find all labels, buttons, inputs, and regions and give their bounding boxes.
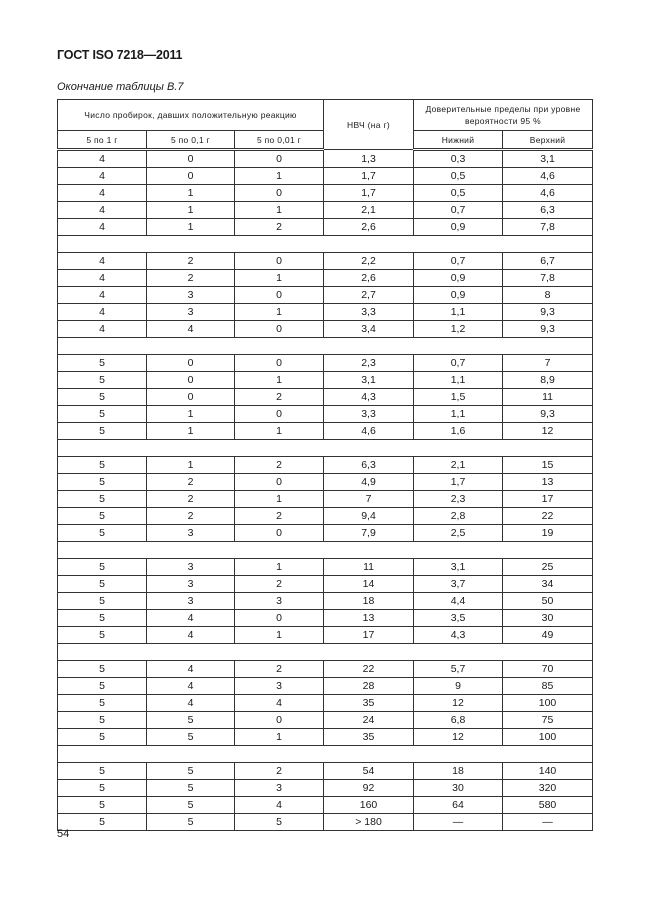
- tubes-0-1g-cell: 3: [147, 304, 235, 321]
- separator-cell: [58, 746, 593, 763]
- lower-limit-cell: 1,7: [414, 474, 503, 491]
- mpn-value-cell: 3,3: [324, 304, 414, 321]
- mpn-value-cell: 7,9: [324, 525, 414, 542]
- table-row: [58, 372, 593, 389]
- tubes-0-1g-cell: 0: [147, 372, 235, 389]
- tubes-0-1g-cell: 1: [147, 423, 235, 440]
- confidence-limits-header: Доверительные пределы при уровне вероятности 95 %: [414, 100, 593, 131]
- lower-limit-cell: 0,3: [414, 150, 503, 168]
- positive-tubes-header: Число пробирок, давших положительную реакцию: [58, 100, 324, 131]
- tubes-1g-cell: 4: [58, 219, 147, 236]
- table-row: [58, 814, 593, 831]
- table-row: [58, 287, 593, 304]
- document-title: ГОСТ ISO 7218—2011: [57, 48, 183, 62]
- tubes-0-01g-cell: 1: [235, 491, 324, 508]
- tubes-1g-cell: 5: [58, 559, 147, 576]
- tubes-1g-cell: 4: [58, 287, 147, 304]
- table-row: [58, 389, 593, 406]
- tubes-1g-cell: 5: [58, 678, 147, 695]
- mpn-value-cell: 6,3: [324, 457, 414, 474]
- upper-limit-cell: 6,7: [503, 253, 593, 270]
- table-row: [58, 593, 593, 610]
- table-row: [58, 525, 593, 542]
- mpn-value-cell: 3,4: [324, 321, 414, 338]
- tubes-0-01g-cell: 2: [235, 389, 324, 406]
- tubes-1g-cell: 5: [58, 372, 147, 389]
- upper-limit-cell: 9,3: [503, 321, 593, 338]
- mpn-value-cell: 9,4: [324, 508, 414, 525]
- lower-limit-cell: 3,1: [414, 559, 503, 576]
- tubes-0-01g-cell: 1: [235, 372, 324, 389]
- table-row: [58, 355, 593, 372]
- tubes-0-01g-cell: 1: [235, 627, 324, 644]
- tubes-0-01g-cell: 3: [235, 780, 324, 797]
- upper-limit-cell: 22: [503, 508, 593, 525]
- tubes-0-1g-cell: 4: [147, 678, 235, 695]
- tubes-1g-cell: 5: [58, 576, 147, 593]
- table-row: [58, 491, 593, 508]
- mpn-value-cell: 1,3: [324, 150, 414, 168]
- lower-limit-cell: 1,6: [414, 423, 503, 440]
- lower-limit-cell: 0,5: [414, 185, 503, 202]
- tubes-1g-cell: 5: [58, 814, 147, 831]
- tubes-0-01g-cell: 5: [235, 814, 324, 831]
- upper-limit-cell: 4,6: [503, 185, 593, 202]
- tubes-0-01g-cell: 0: [235, 321, 324, 338]
- upper-limit-cell: 15: [503, 457, 593, 474]
- tubes-0-1g-cell: 0: [147, 355, 235, 372]
- lower-limit-cell: 0,7: [414, 202, 503, 219]
- tubes-0-1g-cell: 5: [147, 763, 235, 780]
- lower-limit-cell: 5,7: [414, 661, 503, 678]
- separator-cell: [58, 236, 593, 253]
- upper-limit-cell: 70: [503, 661, 593, 678]
- upper-limit-cell: 13: [503, 474, 593, 491]
- mpn-value-cell: 13: [324, 610, 414, 627]
- mpn-value-cell: 2,6: [324, 270, 414, 287]
- tubes-0-01g-cell: 1: [235, 168, 324, 185]
- table-caption: Окончание таблицы В.7: [57, 81, 184, 93]
- tubes-1g-cell: 5: [58, 627, 147, 644]
- tubes-0-01g-cell: 0: [235, 253, 324, 270]
- lower-limit-cell: 3,5: [414, 610, 503, 627]
- tubes-0-1g-cell: 2: [147, 508, 235, 525]
- tubes-0-1g-cell: 1: [147, 457, 235, 474]
- upper-limit-cell: 9,3: [503, 406, 593, 423]
- table-row: [58, 610, 593, 627]
- mpn-value-cell: > 180: [324, 814, 414, 831]
- table-row: [58, 695, 593, 712]
- tubes-1g-cell: 4: [58, 168, 147, 185]
- lower-limit-cell: 30: [414, 780, 503, 797]
- table-row: [58, 678, 593, 695]
- lower-limit-cell: 2,1: [414, 457, 503, 474]
- table-row: [58, 627, 593, 644]
- table-row: [58, 185, 593, 202]
- lower-limit-cell: 1,2: [414, 321, 503, 338]
- table-row: [58, 457, 593, 474]
- table-header: [58, 100, 593, 150]
- mpn-value-cell: 4,3: [324, 389, 414, 406]
- group-separator-row: [58, 338, 593, 355]
- upper-limit-cell: 50: [503, 593, 593, 610]
- mpn-value-cell: 35: [324, 695, 414, 712]
- tubes-1g-cell: 5: [58, 712, 147, 729]
- tubes-1g-cell: 5: [58, 355, 147, 372]
- mpn-value-cell: 160: [324, 797, 414, 814]
- group-separator-row: [58, 644, 593, 661]
- tubes-0-1g-cell: 2: [147, 474, 235, 491]
- lower-limit-cell: 9: [414, 678, 503, 695]
- upper-limit-cell: 8: [503, 287, 593, 304]
- tubes-0-01g-cell: 0: [235, 150, 324, 168]
- lower-limit-cell: 0,9: [414, 219, 503, 236]
- mpn-value-cell: 24: [324, 712, 414, 729]
- tubes-0-01g-cell: 0: [235, 355, 324, 372]
- upper-limit-cell: 6,3: [503, 202, 593, 219]
- table-row: [58, 150, 593, 168]
- tubes-0-1g-cell: 2: [147, 253, 235, 270]
- page-number: 54: [57, 828, 70, 840]
- mpn-value-cell: 54: [324, 763, 414, 780]
- table-row: [58, 797, 593, 814]
- upper-limit-cell: 25: [503, 559, 593, 576]
- upper-limit-cell: 49: [503, 627, 593, 644]
- upper-limit-cell: 100: [503, 729, 593, 746]
- table-body: [58, 150, 593, 831]
- tubes-1g-cell: 5: [58, 457, 147, 474]
- tubes-0-1g-cell: 5: [147, 797, 235, 814]
- lower-limit-cell: 12: [414, 695, 503, 712]
- tubes-0-1g-cell: 0: [147, 389, 235, 406]
- group-separator-row: [58, 440, 593, 457]
- tubes-1g-cell: 5: [58, 389, 147, 406]
- tubes-1g-cell: 4: [58, 321, 147, 338]
- tubes-1g-cell: 5: [58, 474, 147, 491]
- tubes-0-01g-cell: 2: [235, 661, 324, 678]
- table-row: [58, 423, 593, 440]
- tubes-1g-cell: 5: [58, 695, 147, 712]
- separator-cell: [58, 440, 593, 457]
- table-row: [58, 270, 593, 287]
- tubes-0-01g-cell: 2: [235, 508, 324, 525]
- tubes-1g-cell: 4: [58, 150, 147, 168]
- group-separator-row: [58, 746, 593, 763]
- upper-limit-cell: 75: [503, 712, 593, 729]
- upper-limit-cell: 7,8: [503, 270, 593, 287]
- tubes-0-01g-cell: 0: [235, 474, 324, 491]
- lower-limit-cell: 1,1: [414, 406, 503, 423]
- lower-limit-cell: 0,9: [414, 287, 503, 304]
- table-row: [58, 780, 593, 797]
- tubes-1g-cell: 4: [58, 304, 147, 321]
- tubes-0-01g-cell: 2: [235, 576, 324, 593]
- tubes-1g-cell: 5: [58, 610, 147, 627]
- tubes-0-1g-cell: 4: [147, 695, 235, 712]
- tubes-0-1g-cell: 3: [147, 525, 235, 542]
- upper-limit-cell: 30: [503, 610, 593, 627]
- tubes-1g-cell: 5: [58, 780, 147, 797]
- tubes-0-01g-cell: 1: [235, 202, 324, 219]
- mpn-value-cell: 17: [324, 627, 414, 644]
- table-row: [58, 219, 593, 236]
- tubes-0-1g-cell: 4: [147, 661, 235, 678]
- tubes-1g-cell: 5: [58, 423, 147, 440]
- lower-limit-cell: 64: [414, 797, 503, 814]
- mpn-header: НВЧ (на г): [324, 100, 414, 150]
- lower-limit-cell: 2,3: [414, 491, 503, 508]
- tubes-0-1g-cell: 1: [147, 185, 235, 202]
- upper-limit-cell: 7,8: [503, 219, 593, 236]
- tubes-0-01g-cell: 3: [235, 678, 324, 695]
- table-row: [58, 729, 593, 746]
- tubes-1g-cell: 4: [58, 253, 147, 270]
- tubes-1g-cell: 5: [58, 661, 147, 678]
- group-separator-row: [58, 236, 593, 253]
- group-separator-row: [58, 542, 593, 559]
- upper-limit-cell: 100: [503, 695, 593, 712]
- tubes-0-1g-cell: 3: [147, 287, 235, 304]
- lower-limit-cell: 4,3: [414, 627, 503, 644]
- tubes-0-1g-cell: 1: [147, 202, 235, 219]
- mpn-value-cell: 7: [324, 491, 414, 508]
- tubes-0-1g-cell: 1: [147, 406, 235, 423]
- table-row: [58, 321, 593, 338]
- table-row: [58, 304, 593, 321]
- tubes-0-01g-cell: 4: [235, 797, 324, 814]
- tubes-1g-cell: 5: [58, 508, 147, 525]
- tubes-1g-cell: 5: [58, 406, 147, 423]
- tubes-0-1g-cell: 5: [147, 780, 235, 797]
- table-row: [58, 406, 593, 423]
- subheader-5x0-01g: 5 по 0,01 г: [235, 131, 324, 150]
- tubes-0-01g-cell: 1: [235, 729, 324, 746]
- lower-limit-cell: 18: [414, 763, 503, 780]
- subheader-5x0-1g: 5 по 0,1 г: [147, 131, 235, 150]
- mpn-value-cell: 14: [324, 576, 414, 593]
- lower-limit-cell: 0,7: [414, 355, 503, 372]
- upper-limit-cell: 11: [503, 389, 593, 406]
- lower-limit-cell: 1,1: [414, 372, 503, 389]
- tubes-0-1g-cell: 4: [147, 321, 235, 338]
- tubes-0-01g-cell: 1: [235, 304, 324, 321]
- table-row: [58, 559, 593, 576]
- tubes-0-1g-cell: 3: [147, 593, 235, 610]
- mpn-value-cell: 2,6: [324, 219, 414, 236]
- upper-limit-cell: 9,3: [503, 304, 593, 321]
- tubes-1g-cell: 5: [58, 797, 147, 814]
- tubes-0-1g-cell: 4: [147, 610, 235, 627]
- lower-limit-cell: 6,8: [414, 712, 503, 729]
- tubes-1g-cell: 5: [58, 593, 147, 610]
- table-row: [58, 661, 593, 678]
- tubes-0-1g-cell: 3: [147, 576, 235, 593]
- tubes-0-1g-cell: 3: [147, 559, 235, 576]
- mpn-value-cell: 1,7: [324, 185, 414, 202]
- separator-cell: [58, 338, 593, 355]
- tubes-0-01g-cell: 2: [235, 219, 324, 236]
- table-row: [58, 474, 593, 491]
- mpn-value-cell: 18: [324, 593, 414, 610]
- upper-limit-cell: 85: [503, 678, 593, 695]
- mpn-value-cell: 3,3: [324, 406, 414, 423]
- subheader-upper: Верхний: [503, 131, 593, 150]
- tubes-0-1g-cell: 0: [147, 150, 235, 168]
- upper-limit-cell: 3,1: [503, 150, 593, 168]
- table-row: [58, 712, 593, 729]
- tubes-0-01g-cell: 1: [235, 423, 324, 440]
- tubes-1g-cell: 5: [58, 763, 147, 780]
- upper-limit-cell: 34: [503, 576, 593, 593]
- upper-limit-cell: 140: [503, 763, 593, 780]
- upper-limit-cell: 580: [503, 797, 593, 814]
- mpn-value-cell: 1,7: [324, 168, 414, 185]
- upper-limit-cell: 17: [503, 491, 593, 508]
- upper-limit-cell: 7: [503, 355, 593, 372]
- upper-limit-cell: 19: [503, 525, 593, 542]
- tubes-0-1g-cell: 2: [147, 270, 235, 287]
- tubes-0-01g-cell: 1: [235, 270, 324, 287]
- tubes-0-1g-cell: 2: [147, 491, 235, 508]
- mpn-table: [57, 99, 593, 831]
- tubes-0-1g-cell: 5: [147, 729, 235, 746]
- tubes-1g-cell: 5: [58, 525, 147, 542]
- tubes-0-01g-cell: 0: [235, 610, 324, 627]
- lower-limit-cell: 4,4: [414, 593, 503, 610]
- separator-cell: [58, 644, 593, 661]
- mpn-value-cell: 35: [324, 729, 414, 746]
- mpn-value-cell: 3,1: [324, 372, 414, 389]
- subheader-5x1g: 5 по 1 г: [58, 131, 147, 150]
- lower-limit-cell: 1,1: [414, 304, 503, 321]
- tubes-1g-cell: 5: [58, 491, 147, 508]
- upper-limit-cell: 4,6: [503, 168, 593, 185]
- tubes-0-01g-cell: 2: [235, 763, 324, 780]
- mpn-value-cell: 22: [324, 661, 414, 678]
- tubes-0-1g-cell: 1: [147, 219, 235, 236]
- mpn-value-cell: 2,3: [324, 355, 414, 372]
- tubes-0-01g-cell: 0: [235, 287, 324, 304]
- mpn-value-cell: 4,6: [324, 423, 414, 440]
- tubes-0-01g-cell: 0: [235, 525, 324, 542]
- tubes-0-1g-cell: 5: [147, 712, 235, 729]
- tubes-1g-cell: 4: [58, 185, 147, 202]
- upper-limit-cell: 8,9: [503, 372, 593, 389]
- table-row: [58, 576, 593, 593]
- table-row: [58, 763, 593, 780]
- tubes-0-1g-cell: 5: [147, 814, 235, 831]
- tubes-0-01g-cell: 4: [235, 695, 324, 712]
- subheader-lower: Нижний: [414, 131, 503, 150]
- mpn-value-cell: 4,9: [324, 474, 414, 491]
- lower-limit-cell: 1,5: [414, 389, 503, 406]
- tubes-0-01g-cell: 2: [235, 457, 324, 474]
- upper-limit-cell: —: [503, 814, 593, 831]
- upper-limit-cell: 320: [503, 780, 593, 797]
- lower-limit-cell: 2,5: [414, 525, 503, 542]
- lower-limit-cell: 12: [414, 729, 503, 746]
- lower-limit-cell: —: [414, 814, 503, 831]
- tubes-1g-cell: 4: [58, 202, 147, 219]
- mpn-value-cell: 2,1: [324, 202, 414, 219]
- upper-limit-cell: 12: [503, 423, 593, 440]
- lower-limit-cell: 2,8: [414, 508, 503, 525]
- tubes-0-01g-cell: 0: [235, 185, 324, 202]
- lower-limit-cell: 0,9: [414, 270, 503, 287]
- tubes-0-01g-cell: 0: [235, 406, 324, 423]
- lower-limit-cell: 0,5: [414, 168, 503, 185]
- table-row: [58, 202, 593, 219]
- tubes-1g-cell: 4: [58, 270, 147, 287]
- separator-cell: [58, 542, 593, 559]
- lower-limit-cell: 3,7: [414, 576, 503, 593]
- tubes-0-01g-cell: 3: [235, 593, 324, 610]
- table-row: [58, 508, 593, 525]
- tubes-0-1g-cell: 0: [147, 168, 235, 185]
- tubes-0-1g-cell: 4: [147, 627, 235, 644]
- mpn-value-cell: 2,7: [324, 287, 414, 304]
- mpn-value-cell: 11: [324, 559, 414, 576]
- tubes-1g-cell: 5: [58, 729, 147, 746]
- mpn-value-cell: 28: [324, 678, 414, 695]
- table-row: [58, 253, 593, 270]
- tubes-0-01g-cell: 1: [235, 559, 324, 576]
- mpn-value-cell: 92: [324, 780, 414, 797]
- mpn-value-cell: 2,2: [324, 253, 414, 270]
- table-row: [58, 168, 593, 185]
- tubes-0-01g-cell: 0: [235, 712, 324, 729]
- lower-limit-cell: 0,7: [414, 253, 503, 270]
